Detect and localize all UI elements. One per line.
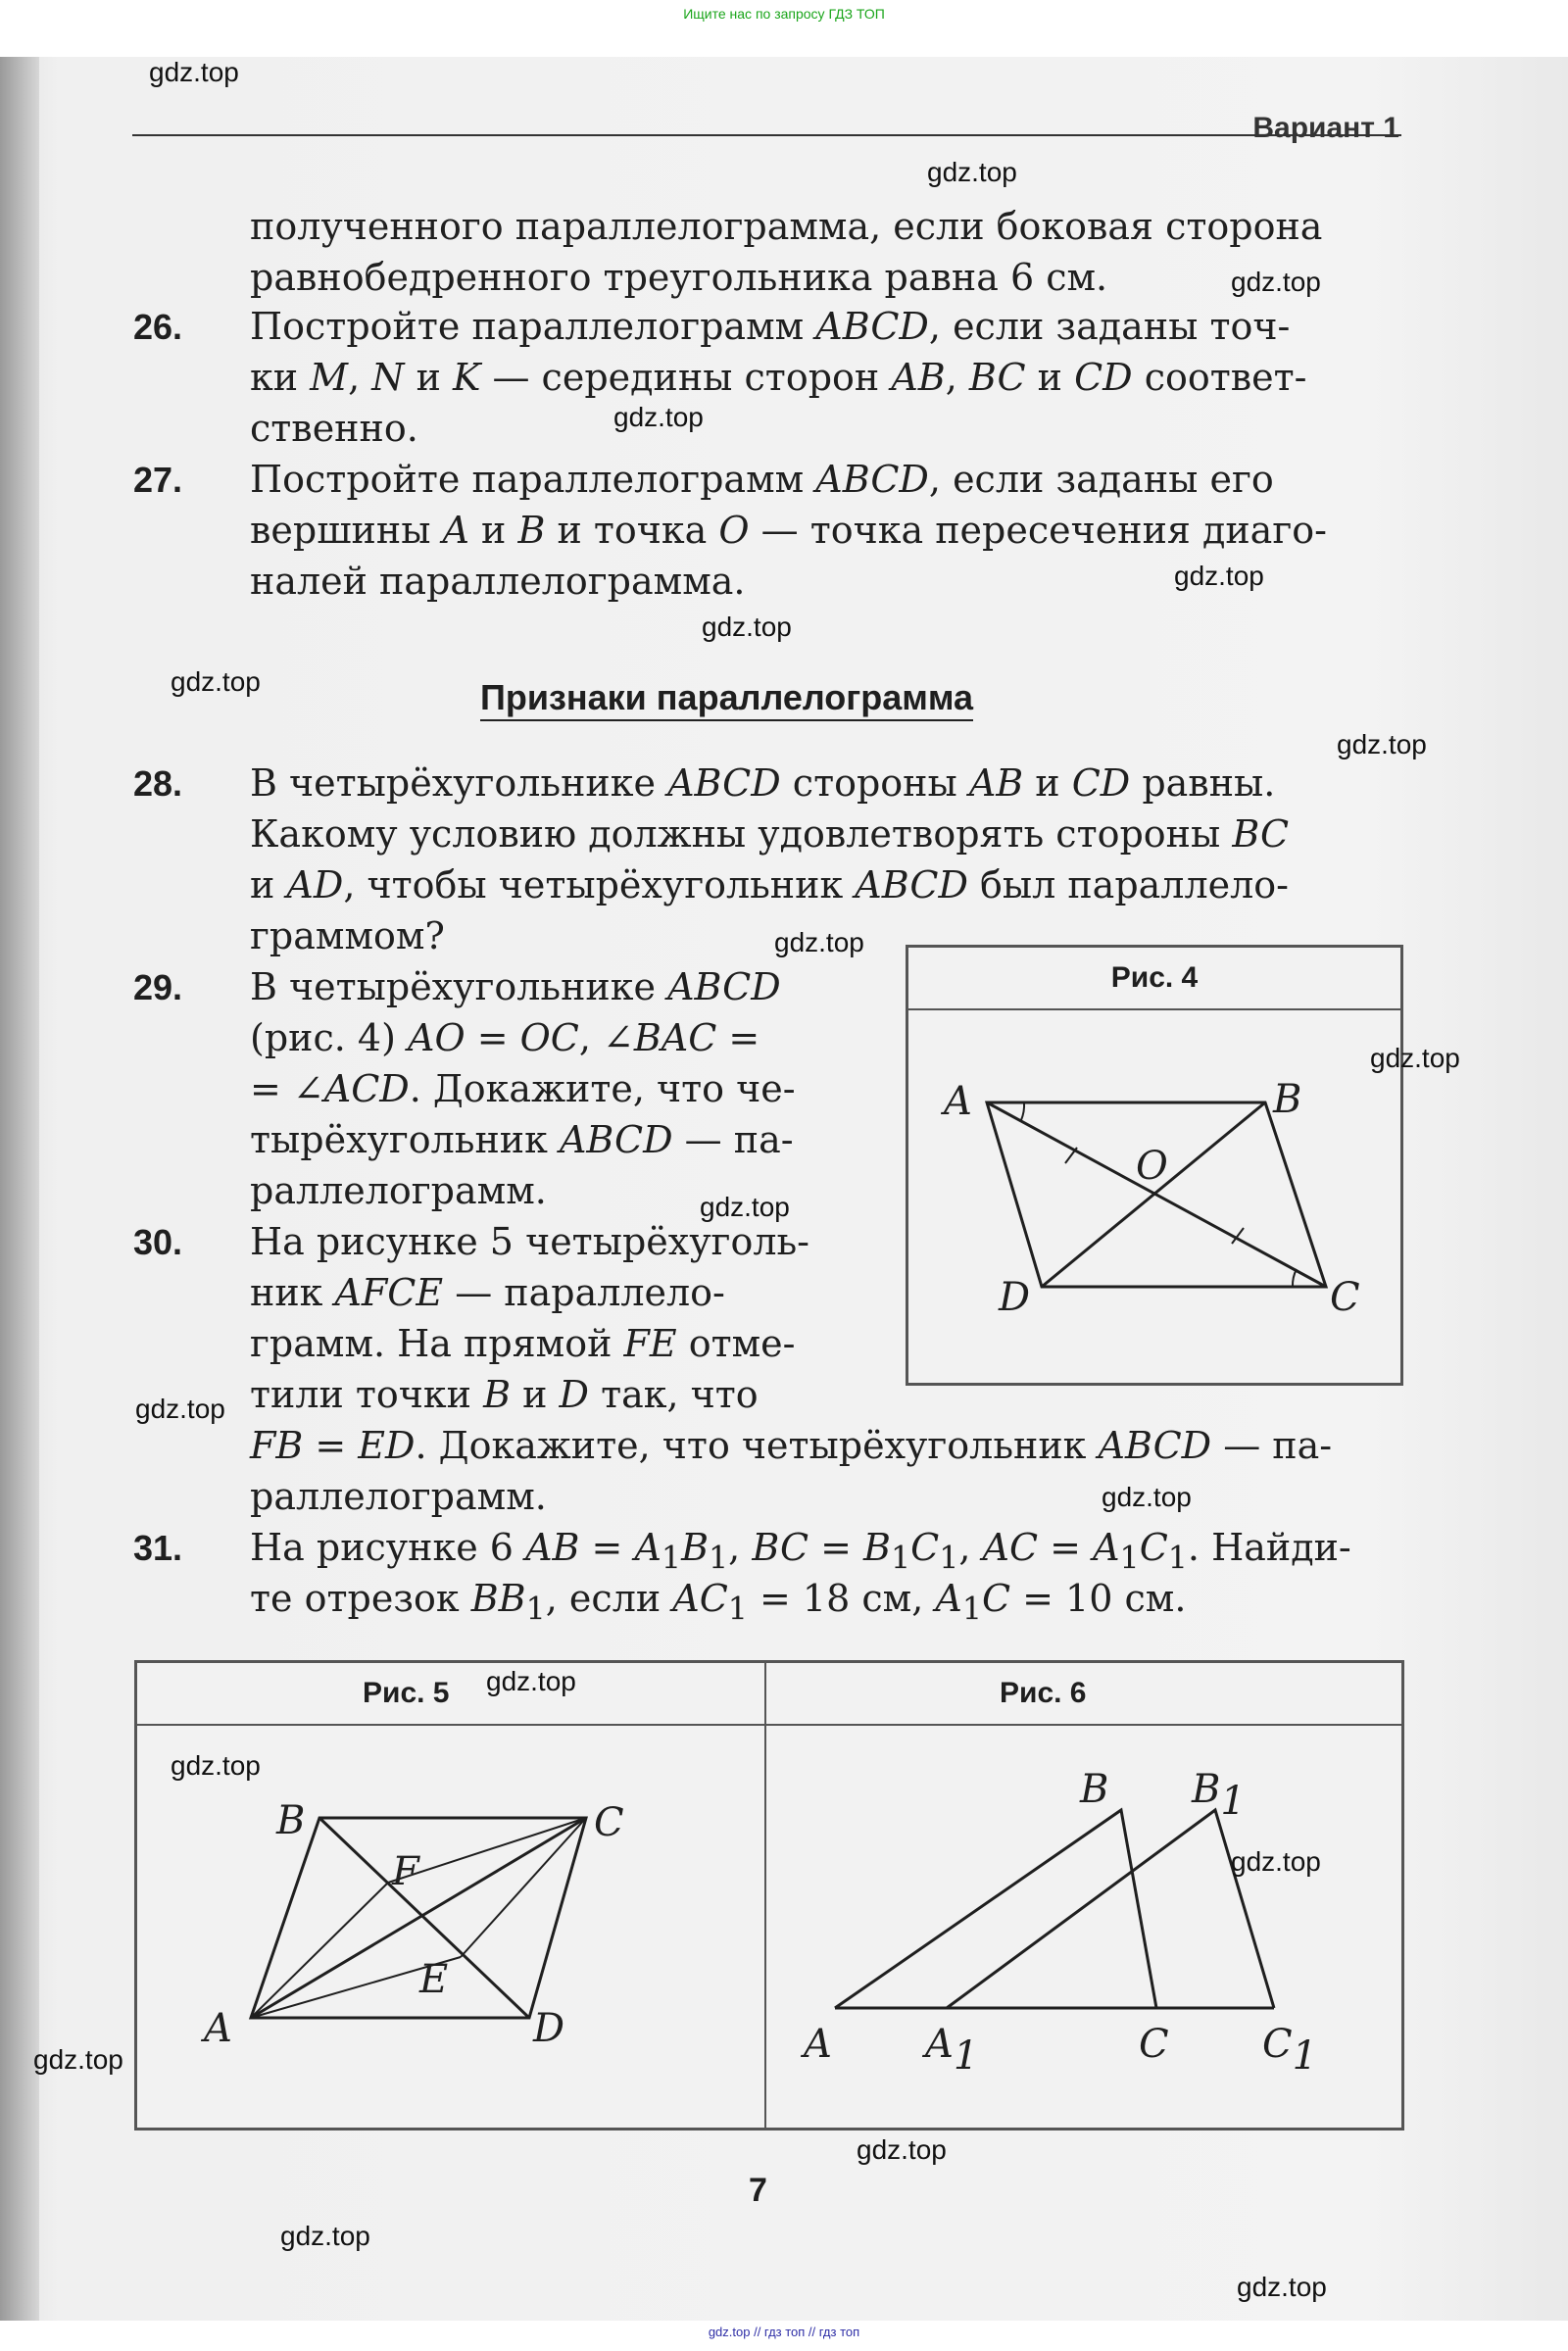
label-f-fig5: F [392, 1849, 419, 1894]
problem-31-number: 31. [133, 1528, 183, 1568]
problem-27-line-1: Постройте параллелограмм ABCD, если заданы его [250, 458, 1274, 501]
problem-26-line-1: Постройте параллелограмм ABCD, если заданы точ- [250, 305, 1291, 348]
problem-29-line-2: (рис. 4) AO = OC, ∠BAC = [250, 1016, 760, 1059]
figure-4 [906, 945, 1403, 1386]
watermark: gdz.top [486, 1666, 576, 1696]
book-spine-shadow [0, 57, 39, 2321]
figure-5-title: Рис. 5 [363, 1677, 450, 1709]
label-a-fig6: A [804, 2022, 832, 2067]
label-a1-fig6: A1 [925, 2022, 979, 2079]
label-b: B [1273, 1077, 1302, 1122]
problem-28-number: 28. [133, 763, 183, 804]
label-d: D [999, 1275, 1031, 1320]
watermark: gdz.top [1370, 1043, 1460, 1073]
watermark: gdz.top [1102, 1482, 1192, 1512]
watermark: gdz.top [171, 666, 261, 697]
triangle-a1b1c1 [947, 1810, 1274, 2008]
label-b-fig6: B [1080, 1767, 1109, 1812]
problem-28-line-3: и AD, чтобы четырёхугольник ABCD был параллело- [250, 863, 1289, 906]
page-number: 7 [749, 2172, 767, 2209]
watermark: gdz.top [149, 57, 239, 87]
watermark: gdz.top [1337, 729, 1427, 759]
watermark: gdz.top [33, 2044, 123, 2075]
problem-28-line-4: граммом? [250, 914, 445, 957]
watermark: gdz.top [702, 612, 792, 642]
continuation-line-2: равнобедренного треугольника равна 6 см. [250, 256, 1108, 299]
figure-6-title: Рис. 6 [1000, 1677, 1087, 1709]
header-rule [132, 134, 1401, 136]
figure-4-title: Рис. 4 [908, 948, 1400, 1010]
problem-29-number: 29. [133, 967, 183, 1007]
problem-29-line-3: = ∠ACD. Докажите, что че- [250, 1067, 796, 1110]
watermark: gdz.top [774, 927, 864, 957]
problem-27-line-3: налей параллелограмма. [250, 560, 746, 603]
problem-30-line-5: FB = ED. Докажите, что четырёхугольник ABCD — па- [250, 1424, 1333, 1467]
top-note: Ищите нас по запросу ГДЗ ТОП [683, 6, 885, 22]
problem-30-line-1: На рисунке 5 четырёхуголь- [250, 1220, 810, 1263]
label-b1-fig6: B1 [1192, 1767, 1246, 1824]
section-heading: Признаки параллелограмма [480, 680, 973, 721]
problem-26-number: 26. [133, 307, 183, 347]
bottom-note: gdz.top // гдз топ // гдз топ [708, 2325, 860, 2339]
watermark: gdz.top [927, 157, 1017, 187]
diagonal-ac-fig5 [251, 1818, 586, 2018]
problem-30-line-2: ник AFCE — параллело- [250, 1271, 725, 1314]
angle-acd-arc [1293, 1269, 1297, 1287]
label-d-fig5: D [533, 2006, 565, 2051]
problem-27-line-2: вершины A и B и точка O — точка пересечения диаго- [250, 509, 1327, 552]
figures-5-6-drawing [137, 1663, 1401, 2128]
problem-30-number: 30. [133, 1222, 183, 1262]
problem-26-line-3: ственно. [250, 407, 418, 450]
label-c: C [1330, 1275, 1360, 1320]
problem-28-line-2: Какому условию должны удовлетворять стороны BC [250, 812, 1290, 856]
watermark: gdz.top [857, 2134, 947, 2165]
label-e-fig5: E [419, 1957, 449, 2002]
angle-bac-arc [1021, 1102, 1024, 1120]
watermark: gdz.top [280, 2221, 370, 2251]
problem-30-line-4: тили точки B и D так, что [250, 1373, 759, 1416]
problem-31-line-2: те отрезок $BB_1$, если $AC_1 = 18$ см, $A_1C = 10$ см. [250, 1577, 1187, 1628]
problem-27-number: 27. [133, 460, 183, 500]
label-o: O [1136, 1144, 1168, 1189]
problem-29-line-5: раллелограмм. [250, 1169, 547, 1212]
diagonal-bd [1042, 1102, 1265, 1287]
watermark: gdz.top [613, 402, 704, 432]
watermark: gdz.top [135, 1394, 225, 1424]
label-a-fig5: A [204, 2006, 232, 2051]
watermark: gdz.top [1174, 561, 1264, 591]
problem-31-line-1: На рисунке 6 AB = $A_1B_1$, BC = $B_1C_1$, AC = $A_1C_1$. Найди- [250, 1526, 1351, 1577]
watermark: gdz.top [1231, 1846, 1321, 1877]
variant-label: Вариант 1 [1252, 112, 1399, 144]
problem-30-line-6: раллелограмм. [250, 1475, 547, 1518]
problem-28-line-1: В четырёхугольнике ABCD стороны AB и CD равны. [250, 761, 1276, 805]
watermark: gdz.top [171, 1750, 261, 1781]
watermark: gdz.top [1231, 267, 1321, 297]
watermark: gdz.top [1237, 2272, 1327, 2302]
label-b-fig5: B [276, 1798, 306, 1843]
problem-29-line-4: тырёхугольник ABCD — па- [250, 1118, 794, 1161]
figure-4-drawing [908, 948, 1400, 1383]
label-c-fig5: C [594, 1800, 624, 1845]
label-c1-fig6: C1 [1262, 2022, 1318, 2079]
problem-26-line-2: ки M, N и K — середины сторон AB, BC и CD соответ- [250, 356, 1307, 399]
problem-29-line-1: В четырёхугольнике ABCD [250, 965, 781, 1008]
label-c-fig6: C [1139, 2022, 1169, 2067]
label-a: A [944, 1079, 972, 1124]
triangle-abc [835, 1810, 1156, 2008]
problem-30-line-3: грамм. На прямой FE отме- [250, 1322, 796, 1365]
continuation-line-1: полученного параллелограмма, если боковая сторона [250, 205, 1323, 248]
figures-5-6 [134, 1660, 1404, 2131]
watermark: gdz.top [700, 1192, 790, 1222]
